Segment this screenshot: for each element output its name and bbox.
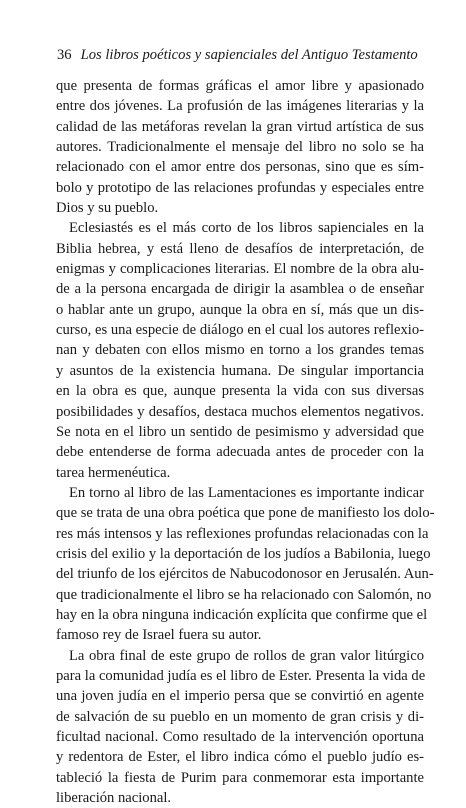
text-line: de a la persona encargada de dirigir la asamblea o de enseñar [56,281,424,298]
text-line: res más intensos y las reflexiones profundas relacionadas con la [56,525,429,542]
text-line: y redentora de Ester, el libro indica cómo el pueblo judío es- [56,749,424,766]
running-title: Los libros poéticos y sapienciales del Antiguo Testamento [80,47,418,63]
text-line: que tradicionalmente el libro se ha relacionado con Salomón, no [56,586,432,603]
text-line: bolo y prototipo de las relaciones profundas y especiales entre [56,179,424,196]
text-line: entre dos jóvenes. La profusión de las imágenes literarias y la [56,98,424,115]
text-line: hay en la obra ninguna indicación explícita que confirme que el [56,606,428,623]
running-header [57,46,437,64]
text-line: nan y debaten con ellos mismo en torno a los grandes temas [56,342,424,359]
text-line: tarea hermenéutica. [56,464,171,481]
text-line: o hablar ante un grupo, aunque la obra en sí, más que un dis- [56,301,424,318]
text-line: La obra final de este grupo de rollos de gran valor litúrgico [69,647,424,664]
text-line: En torno al libro de las Lamentaciones es importante indicar [69,484,424,501]
text-line: del triunfo de los ejércitos de Nabucodonosor en Jerusalén. Aun- [56,566,434,583]
text-line: debe entenderse de forma adecuada antes de proceder con la [56,444,424,461]
text-line: relacionado con el amor entre dos personas, sino que es sím- [56,159,424,176]
text-line: que presenta de formas gráficas el amor libre y apasionado [56,78,424,94]
text-line: calidad de las metáforas revelan la gran virtud artística de sus [56,118,424,135]
text-line: para la comunidad judía es el libro de Ester. Presenta la vida de [56,667,426,684]
text-line: Dios y su pueblo. [56,200,159,217]
paragraph [56,76,424,218]
text-line: autores. Tradicionalmente el mensaje del libro no solo se ha [56,139,424,156]
paragraph [56,218,424,482]
text-line: Biblia hebrea, y está lleno de desafíos de interpretación, de [56,240,424,257]
text-line: Eclesiastés es el más corto de los libros sapienciales en la [69,220,424,237]
text-line: ficultad nacional. Como resultado de la intervención oportuna [56,729,424,745]
text-line: y asuntos de la existencia humana. De singular importancia [56,362,424,379]
text-line: una joven judía en el imperio persa que se convirtió en agente [56,688,424,705]
text-line: que se trata de una obra poética que pone de manifiesto los dolo- [56,505,435,522]
text-line: famoso rey de Israel fuera su autor. [56,627,262,644]
paragraph [56,646,424,808]
text-line: liberación nacional. [56,790,172,807]
text-line: en la obra es que, aunque presenta la vida con sus diversas [56,383,424,400]
text-line: Se nota en el libro un sentido de pesimismo y adversidad que [56,423,424,440]
text-line: enigmas y complicaciones literarias. El nombre de la obra alu- [56,261,424,278]
text-line: posibilidades y desafíos, destaca muchos elementos negativos. [56,403,424,420]
paragraph [56,483,435,646]
text-line: tableció la fiesta de Purim para conmemorar esta importante [56,769,424,786]
text-line: crisis del exilio y la deportación de los judíos a Babilonia, luego [56,545,431,562]
page-number: 36 [57,47,72,63]
text-line: curso, es una especie de diálogo en el cual los autores reflexio- [56,322,424,339]
body-text [56,76,435,808]
text-line: de salvación de su pueblo en un momento de gran crisis y di- [56,708,424,725]
